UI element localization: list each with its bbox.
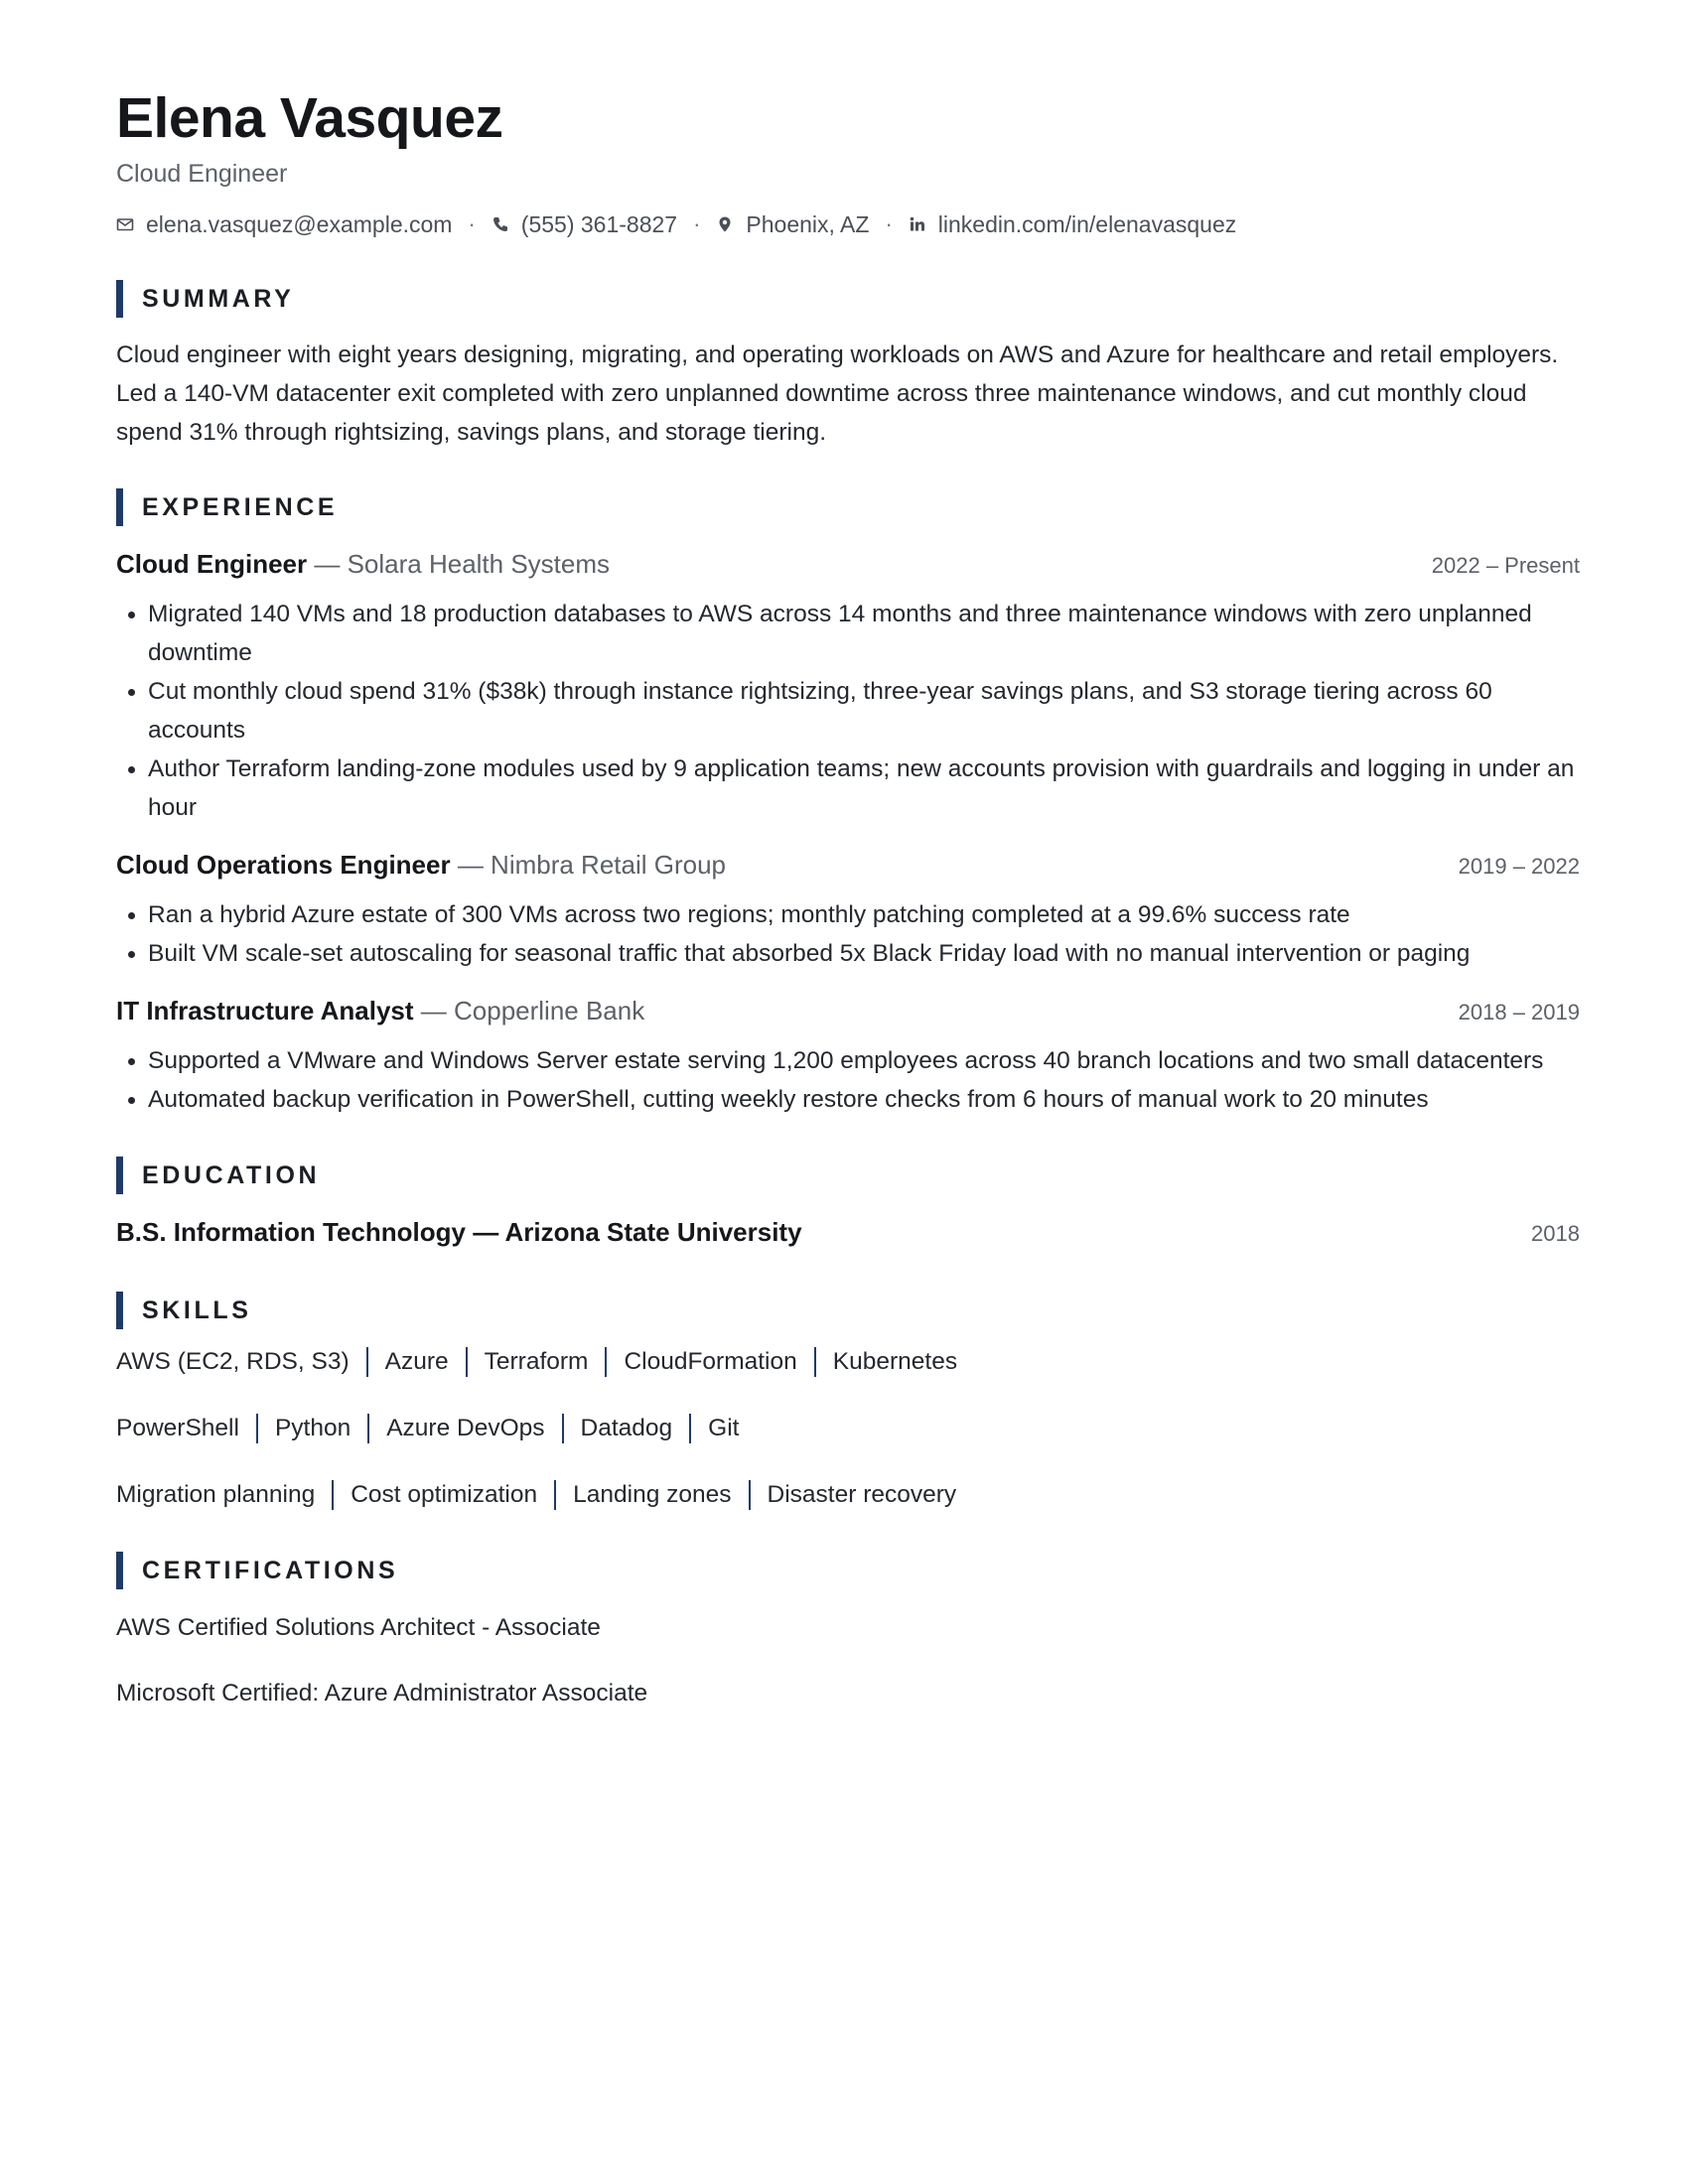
contact-location bbox=[716, 208, 869, 240]
job-dates: 2022 – Present bbox=[1431, 553, 1580, 578]
section-accent-bar bbox=[116, 1552, 123, 1589]
bullet-item: • Migrated 140 VMs and 18 production databases to AWS across 14 months and three maintenance windows with zero unplanned downtime bbox=[148, 595, 1580, 672]
skill-item: Azure bbox=[384, 1348, 449, 1375]
job-bullets bbox=[116, 1041, 1580, 1119]
job-title: Cloud Operations Engineer bbox=[116, 850, 451, 880]
skill-item: PowerShell bbox=[116, 1415, 239, 1441]
contact-linkedin[interactable] bbox=[909, 208, 1236, 240]
education-year: 2018 bbox=[1531, 1221, 1580, 1246]
skill-item: Azure DevOps bbox=[386, 1415, 545, 1441]
section-certifications-heading bbox=[116, 1552, 1580, 1589]
contact-linkedin-text: linkedin.com/in/elenavasquez bbox=[937, 211, 1237, 237]
skill-item: Disaster recovery bbox=[767, 1481, 957, 1508]
skill-item: Migration planning bbox=[116, 1481, 316, 1508]
bullet-item: • Built VM scale-set autoscaling for seasonal traffic that absorbed 5x Black Friday load with no manual intervention or paging bbox=[148, 934, 1580, 973]
section-title: CERTIFICATIONS bbox=[142, 1556, 399, 1584]
skill-row bbox=[116, 1343, 1580, 1381]
job-company: — Copperline Bank bbox=[413, 996, 645, 1025]
contact-separator: · bbox=[693, 211, 701, 236]
section-education-heading bbox=[116, 1157, 1580, 1194]
section-accent-bar bbox=[116, 1292, 123, 1329]
bullet-item: • Cut monthly cloud spend 31% ($38k) through instance rightsizing, three-year savings plans, and S3 storage tiering across 60 accounts bbox=[148, 672, 1580, 750]
job-header bbox=[116, 993, 1580, 1033]
certification-item: AWS Certified Solutions Architect - Associate bbox=[116, 1614, 601, 1641]
skill-separator bbox=[605, 1347, 607, 1377]
resume-page bbox=[116, 83, 1580, 1740]
skill-item: Datadog bbox=[580, 1415, 673, 1441]
job-entry bbox=[116, 993, 1580, 1119]
section-title: EXPERIENCE bbox=[142, 492, 339, 521]
candidate-role: Cloud Engineer bbox=[116, 160, 288, 188]
section-title: EDUCATION bbox=[142, 1160, 321, 1189]
contact-phone-text: (555) 361-8827 bbox=[520, 211, 678, 237]
mail-icon bbox=[116, 215, 134, 233]
skill-separator bbox=[256, 1414, 258, 1443]
section-summary-heading bbox=[116, 280, 1580, 318]
skill-separator bbox=[366, 1347, 368, 1377]
job-bullets bbox=[116, 895, 1580, 973]
skill-item: Terraform bbox=[484, 1348, 589, 1375]
skill-item: Landing zones bbox=[573, 1481, 732, 1508]
job-entry bbox=[116, 546, 1580, 827]
education-entry bbox=[116, 1214, 1580, 1252]
contact-line bbox=[116, 208, 1580, 240]
bullet-item: • Supported a VMware and Windows Server estate serving 1,200 employees across 40 branch locations and two small datacenters bbox=[148, 1041, 1580, 1080]
section-accent-bar bbox=[116, 1157, 123, 1194]
skill-separator bbox=[554, 1480, 556, 1510]
skill-separator bbox=[749, 1480, 751, 1510]
education-degree: B.S. Information Technology — Arizona State University bbox=[116, 1217, 802, 1247]
section-accent-bar bbox=[116, 488, 123, 526]
job-dates: 2019 – 2022 bbox=[1458, 854, 1580, 879]
job-company: — Solara Health Systems bbox=[307, 549, 611, 579]
contact-separator: · bbox=[885, 211, 893, 236]
skill-item: Git bbox=[708, 1415, 740, 1441]
skills-list bbox=[116, 1343, 1580, 1514]
skill-separator bbox=[367, 1414, 369, 1443]
skill-row bbox=[116, 1476, 1580, 1514]
skill-separator bbox=[332, 1480, 334, 1510]
skill-separator bbox=[689, 1414, 691, 1443]
bullet-item: • Author Terraform landing-zone modules used by 9 application teams; new accounts provision with guardrails and logging in under an hour bbox=[148, 750, 1580, 827]
linkedin-icon bbox=[909, 215, 926, 233]
phone-icon bbox=[492, 215, 509, 233]
contact-email[interactable] bbox=[116, 208, 452, 240]
location-pin-icon bbox=[716, 215, 734, 233]
skill-item: Cost optimization bbox=[351, 1481, 538, 1508]
bullet-item: • Ran a hybrid Azure estate of 300 VMs across two regions; monthly patching completed at a 99.6% success rate bbox=[148, 895, 1580, 934]
job-company: — Nimbra Retail Group bbox=[450, 850, 727, 880]
skill-item: CloudFormation bbox=[624, 1348, 797, 1375]
job-title: IT Infrastructure Analyst bbox=[116, 996, 414, 1025]
contact-phone[interactable] bbox=[492, 208, 677, 240]
skill-item: AWS (EC2, RDS, S3) bbox=[116, 1348, 350, 1375]
contact-email-text: elena.vasquez@example.com bbox=[146, 211, 453, 237]
job-title: Cloud Engineer bbox=[116, 549, 308, 579]
section-accent-bar bbox=[116, 280, 123, 318]
skill-separator bbox=[562, 1414, 564, 1443]
job-bullets bbox=[116, 595, 1580, 827]
candidate-name: Elena Vasquez bbox=[116, 86, 503, 150]
job-header bbox=[116, 546, 1580, 587]
certification-item: Microsoft Certified: Azure Administrator Associate bbox=[116, 1680, 648, 1706]
contact-location-text: Phoenix, AZ bbox=[746, 211, 870, 237]
section-title: SKILLS bbox=[142, 1296, 252, 1324]
job-entry bbox=[116, 847, 1580, 973]
summary-text: Cloud engineer with eight years designing, migrating, and operating workloads on AWS and Azure for healthcare and retail employers. Led a 140-VM datacenter exit completed with zero unplanned downtime across three maintenance windows, and cut monthly cloud spend 31% through rightsizing, savings plans, and storage tiering. bbox=[116, 341, 1559, 446]
section-skills-heading bbox=[116, 1292, 1580, 1329]
contact-separator: · bbox=[468, 211, 476, 236]
job-header bbox=[116, 847, 1580, 887]
certifications-list bbox=[116, 1609, 1580, 1712]
skill-separator bbox=[466, 1347, 468, 1377]
section-title: SUMMARY bbox=[142, 284, 295, 313]
job-dates: 2018 – 2019 bbox=[1458, 1000, 1580, 1024]
skill-row bbox=[116, 1410, 1580, 1447]
skill-separator bbox=[814, 1347, 816, 1377]
skill-item: Python bbox=[274, 1415, 352, 1441]
bullet-item: • Automated backup verification in PowerShell, cutting weekly restore checks from 6 hours of manual work to 20 minutes bbox=[148, 1080, 1580, 1119]
section-experience-heading bbox=[116, 488, 1580, 526]
skill-item: Kubernetes bbox=[832, 1348, 958, 1375]
